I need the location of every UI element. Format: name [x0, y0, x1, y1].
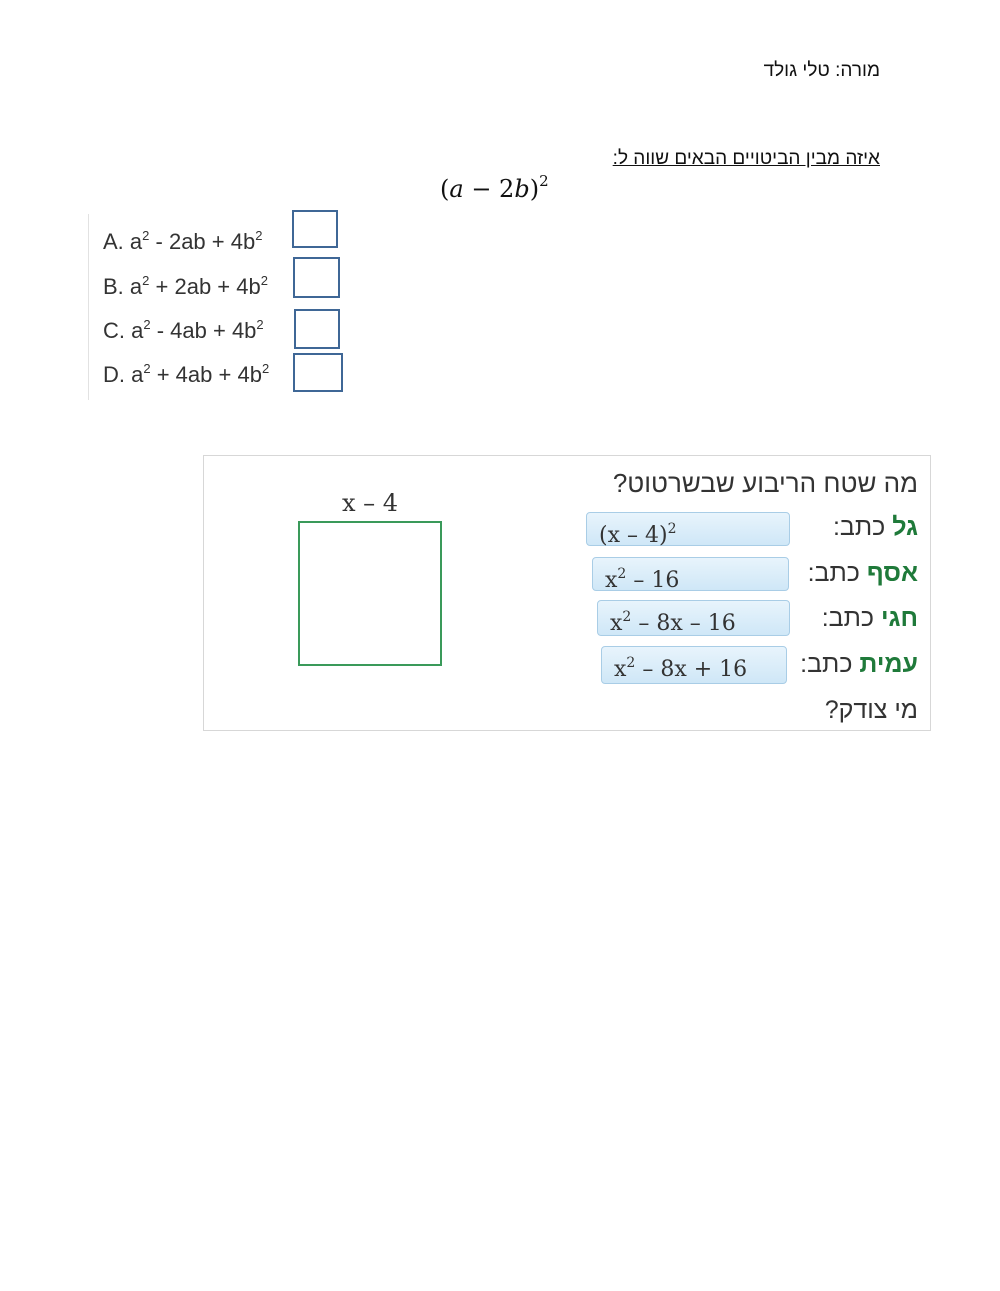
- answer-box-asaf: $x^2 - 16$: [592, 557, 789, 591]
- option-b: B. $a^2 + 2ab + 4b^2$: [103, 273, 268, 299]
- student-row-asaf: אסף כתב:: [807, 559, 918, 587]
- target-expression: $(a - 2b)^2$: [440, 172, 549, 203]
- student-row-hagai: חגי כתב:: [821, 604, 918, 632]
- student-row-amit: עמית כתב:: [800, 650, 918, 678]
- option-b-checkbox[interactable]: [293, 257, 340, 298]
- option-c: C. $a^2 - 4ab + 4b^2$: [103, 317, 264, 343]
- square-area-question: [203, 455, 931, 731]
- answer-box-gal: (x – 4)$^2$: [586, 512, 790, 546]
- answer-box-amit: $x^2 - 8x + 16$: [601, 646, 787, 684]
- square-diagram: [298, 521, 442, 666]
- option-a: A. $a^2 - 2ab + 4b^2$: [103, 228, 263, 254]
- answer-options: [88, 214, 359, 400]
- panel-footer-question: מי צודק?: [824, 696, 918, 724]
- option-d-checkbox[interactable]: [293, 353, 343, 392]
- answer-box-hagai: $x^2 - 8x - 16$: [597, 600, 790, 636]
- teacher-name: מורה: טלי גולד: [763, 60, 880, 81]
- student-row-gal: גל כתב:: [832, 513, 918, 541]
- square-side-label: x – 4: [342, 489, 399, 517]
- option-d: D. $a^2 + 4ab + 4b^2$: [103, 361, 270, 387]
- panel-title: מה שטח הריבוע שבשרטוט?: [612, 468, 918, 498]
- option-c-checkbox[interactable]: [294, 309, 340, 349]
- question-prompt: איזה מבין הביטויים הבאים שווה ל:: [612, 148, 880, 169]
- option-a-checkbox[interactable]: [292, 210, 338, 248]
